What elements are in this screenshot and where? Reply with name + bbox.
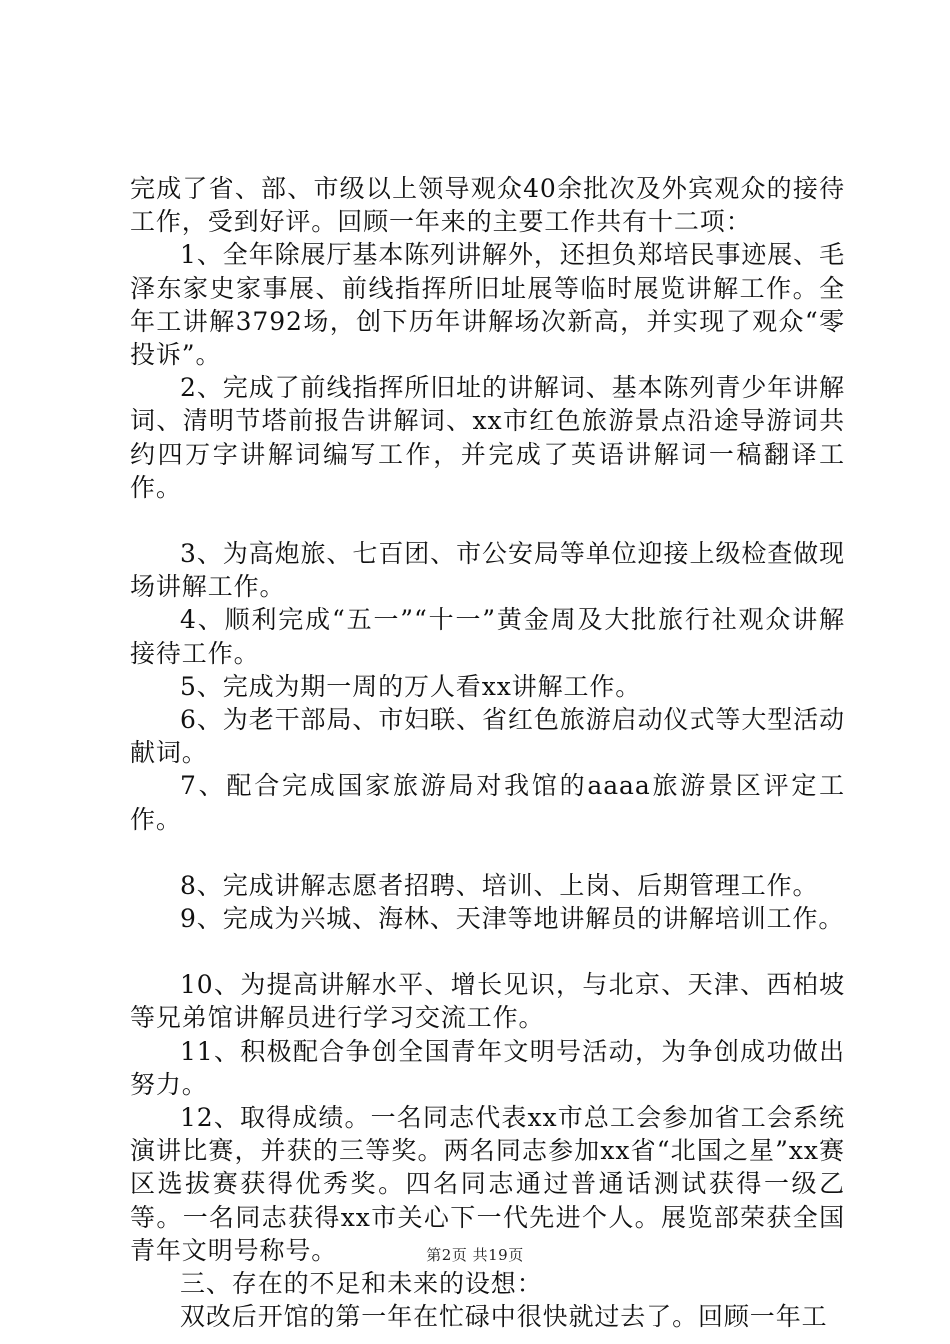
paragraph-item-10: 10、为提高讲解水平、增长见识，与北京、天津、西柏坡等兄弟馆讲解员进行学习交流工作。 [130,970,845,1033]
paragraph-item-2: 2、完成了前线指挥所旧址的讲解词、基本陈列青少年讲解词、清明节塔前报告讲解词、xx市红色旅游景点沿途导游词共约四万字讲解词编写工作，并完成了英语讲解词一稿翻译工作。 [130,373,845,502]
paragraph-item-6: 6、为老干部局、市妇联、省红色旅游启动仪式等大型活动献词。 [130,705,845,768]
paragraph-item-12: 12、取得成绩。一名同志代表xx市总工会参加省工会系统演讲比赛，并获的三等奖。两名同志参加xx省“北国之星”xx赛区选拔赛获得优秀奖。四名同志通过普通话测试获得一级乙等。一名同志获得xx市关心下一代先进个人。展览部荣获全国青年文明号称号。 [130,1103,845,1265]
paragraph-intro: 完成了省、部、市级以上领导观众40余批次及外宾观众的接待工作，受到好评。回顾一年来的主要工作共有十二项： [130,174,845,237]
document-body [130,172,845,1334]
paragraph-item-3: 3、为高炮旅、七百团、市公安局等单位迎接上级检查做现场讲解工作。 [130,539,845,602]
paragraph-item-1: 1、全年除展厅基本陈列讲解外，还担负郑培民事迹展、毛泽东家史家事展、前线指挥所旧址展等临时展览讲解工作。全年工讲解3792场，创下历年讲解场次新高，并实现了观众“零投诉”。 [130,240,845,370]
paragraph-item-8: 8、完成讲解志愿者招聘、培训、上岗、后期管理工作。 [180,870,819,900]
paragraph-shortcomings: 双改后开馆的第一年在忙碌中很快就过去了。回顾一年工 [180,1302,828,1332]
page-footer [0,1244,950,1265]
paragraph-item-7: 7、配合完成国家旅游局对我馆的aaaa旅游景区评定工作。 [130,771,845,834]
paragraph-item-11: 11、积极配合争创全国青年文明号活动，为争创成功做出努力。 [130,1036,845,1099]
section-heading-shortcomings: 三、存在的不足和未来的设想： [180,1269,543,1299]
paragraph-item-5: 5、完成为期一周的万人看xx讲解工作。 [180,671,642,701]
paragraph-item-9: 9、完成为兴城、海林、天津等地讲解员的讲解培训工作。 [180,904,845,934]
paragraph-item-4: 4、顺利完成“五一”“十一”黄金周及大批旅行社观众讲解接待工作。 [130,605,845,668]
page-number-label: 第2页 共19页 [426,1246,524,1264]
